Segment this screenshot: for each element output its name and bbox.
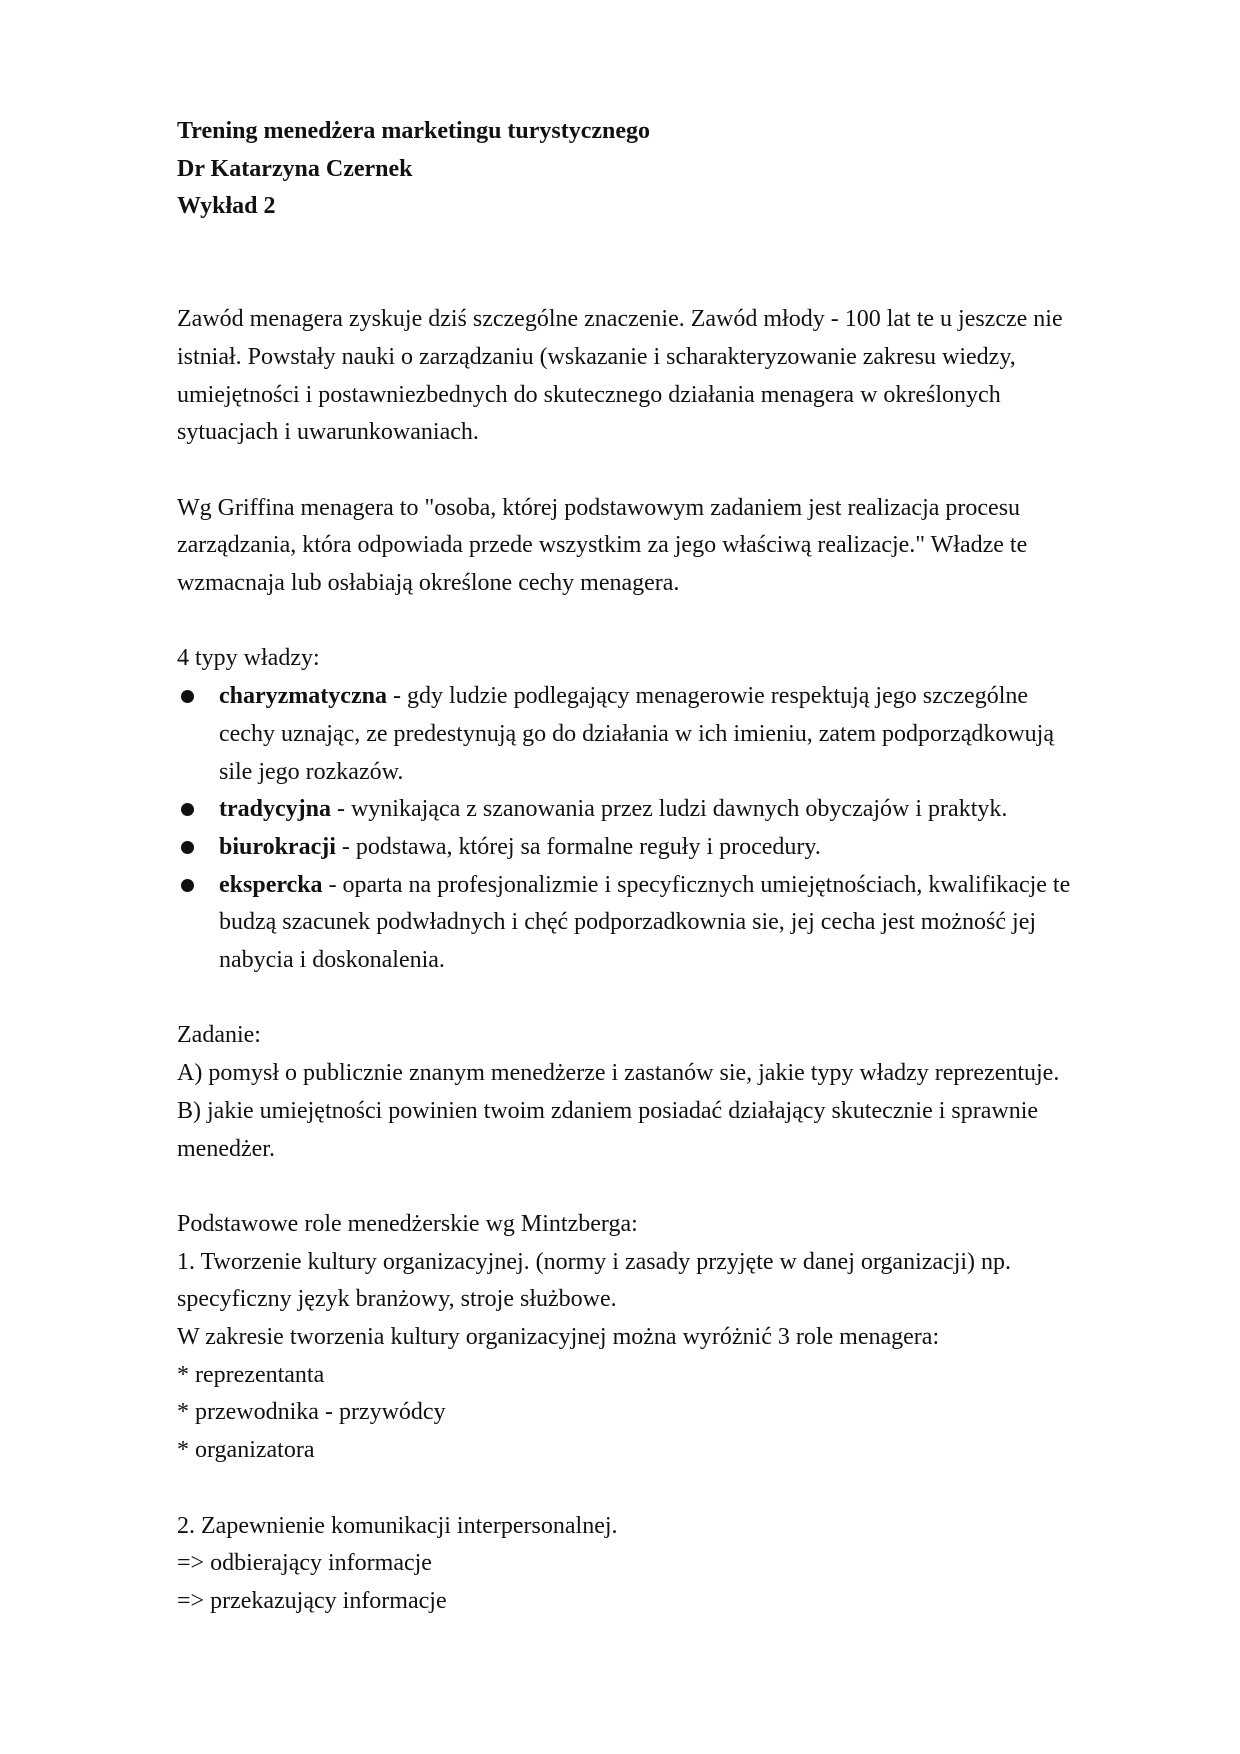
bullet-icon: [181, 879, 194, 892]
lecture-number: Wykład 2: [177, 193, 276, 220]
document-title: Trening menedżera marketingu turystycznego: [177, 118, 651, 144]
power-type-desc: - wynikająca z szanowania przez ludzi dawnych obyczajów i praktyk.: [330, 796, 1008, 823]
intro-paragraph: Zawód menagera zyskuje dziś szczególne znaczenie. Zawód młody - 100 lat te u jeszcze nie istniał. Powstały nauki o zarządzaniu (wskazanie i scharakteryzowanie zakresu wiedzy, umiejętności i postawniezbednych do skutecznego działania menagera w określonych sytuacjach i uwarunkowaniach.: [177, 306, 1063, 446]
culture-roles-intro: W zakresie tworzenia kultury organizacyjnej można wyróżnić 3 role menagera:: [177, 1324, 940, 1351]
task-heading: Zadanie:: [177, 1022, 261, 1049]
task-a: A) pomysł o publicznie znanym menedżerze i zastanów sie, jakie typy władzy reprezentuje.: [177, 1060, 1060, 1087]
communication-role-text: 2. Zapewnienie komunikacji interpersonalnej.: [177, 1512, 618, 1539]
list-item: => przekazujący informacje: [177, 1587, 447, 1614]
power-type-desc: - gdy ludzie podlegający menagerowie respektują jego szczególne cechy uznając, ze predestynują go do działania w ich imieniu, zatem podporządkowują sile jego rozkazów.: [219, 683, 1054, 785]
task-b: B) jakie umiejętności powinien twoim zdaniem posiadać działający skutecznie i sprawnie menedżer.: [177, 1097, 1039, 1162]
list-item: [177, 867, 1087, 980]
list-item: [177, 678, 1087, 791]
power-type-term: charyzmatyczna: [219, 683, 387, 710]
power-types-list: [177, 678, 1087, 980]
power-type-desc: - podstawa, której sa formalne reguły i procedury.: [335, 833, 821, 860]
power-types-heading: 4 typy władzy:: [177, 645, 320, 672]
roles-heading: Podstawowe role menedżerskie wg Mintzberga:: [177, 1210, 638, 1237]
list-item: * przewodnika - przywódcy: [177, 1399, 446, 1426]
power-type-term: tradycyjna: [219, 796, 331, 823]
document-content: [177, 113, 1087, 1621]
list-item: * organizatora: [177, 1437, 315, 1464]
bullet-icon: [181, 841, 194, 854]
power-type-term: ekspercka: [219, 871, 323, 898]
power-type-term: biurokracji: [219, 833, 336, 860]
culture-role-text: 1. Tworzenie kultury organizacyjnej. (normy i zasady przyjęte w danej organizacji) np. specyficzny język branżowy, stroje służbowe.: [177, 1248, 1012, 1313]
power-type-desc: - oparta na profesjonalizmie i specyficznych umiejętnościach, kwalifikacje te budzą szacunek podwładnych i chęć podporzadkownia sie, jej cecha jest możność jej nabycia i doskonalenia.: [219, 871, 1071, 974]
list-item: [177, 829, 1087, 867]
bullet-icon: [181, 690, 194, 703]
author-name: Dr Katarzyna Czernek: [177, 155, 413, 182]
bullet-icon: [181, 803, 194, 816]
list-item: * reprezentanta: [177, 1361, 325, 1388]
griffin-paragraph: Wg Griffina menagera to "osoba, której podstawowym zadaniem jest realizacja procesu zarządzania, która odpowiada przede wszystkim za jego właściwą realizacje." Władze te wzmacnaja lub osłabiają określone cechy menagera.: [177, 494, 1028, 597]
list-item: => odbierający informacje: [177, 1550, 432, 1577]
list-item: [177, 791, 1087, 829]
